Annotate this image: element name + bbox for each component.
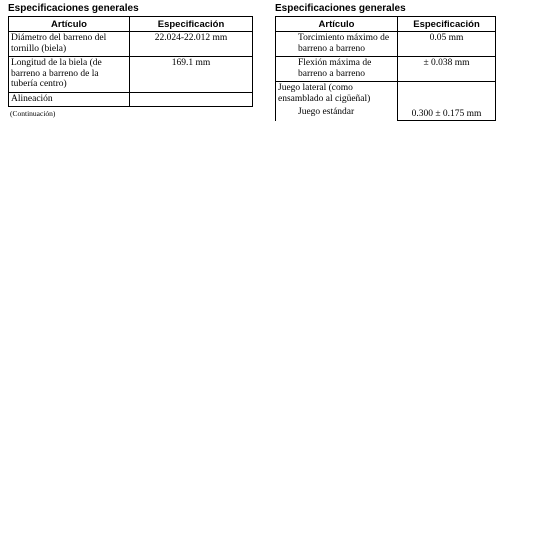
row-item: Diámetro del barreno del tornillo (biela): [9, 32, 130, 57]
table-row: [276, 32, 496, 57]
row-spec: ± 0.038 mm: [398, 57, 496, 82]
right-table-header-row: [276, 17, 496, 32]
left-spec-section: [8, 0, 253, 119]
right-section-title: Especificaciones generales: [275, 3, 406, 14]
row-item: Flexión máxima de barreno a barreno: [276, 57, 398, 82]
row-spec: [130, 93, 253, 107]
row-spec: 0.05 mm: [398, 32, 496, 57]
table-row: [276, 57, 496, 82]
row-item: Longitud de la biela (de barreno a barreno de la tubería centro): [9, 57, 130, 93]
continuation-note: (Continuación): [10, 109, 56, 118]
row-spec: 169.1 mm: [130, 57, 253, 93]
right-header-item: Artículo: [276, 17, 398, 32]
table-row: [9, 57, 253, 93]
row-item: Juego lateral (como ensamblado al cigüeñal): [278, 83, 371, 104]
left-spec-table: [8, 16, 253, 107]
row-spec: 22.024-22.012 mm: [130, 32, 253, 57]
table-row: [276, 82, 496, 121]
row-item: Torcimiento máximo de barreno a barreno: [276, 32, 398, 57]
right-spec-table: [275, 16, 496, 121]
row-sub-item: Juego estándar: [298, 107, 355, 117]
table-row: [9, 32, 253, 57]
left-header-item: Artículo: [9, 17, 130, 32]
left-table-header-row: [9, 17, 253, 32]
right-header-spec: Especificación: [398, 17, 496, 32]
left-header-spec: Especificación: [130, 17, 253, 32]
row-item: Alineación: [9, 93, 130, 107]
row-item-group: [276, 82, 398, 121]
row-spec: 0.300 ± 0.175 mm: [398, 82, 496, 121]
table-row: [9, 93, 253, 107]
left-section-title: Especificaciones generales: [8, 3, 139, 14]
right-spec-section: [275, 0, 496, 121]
